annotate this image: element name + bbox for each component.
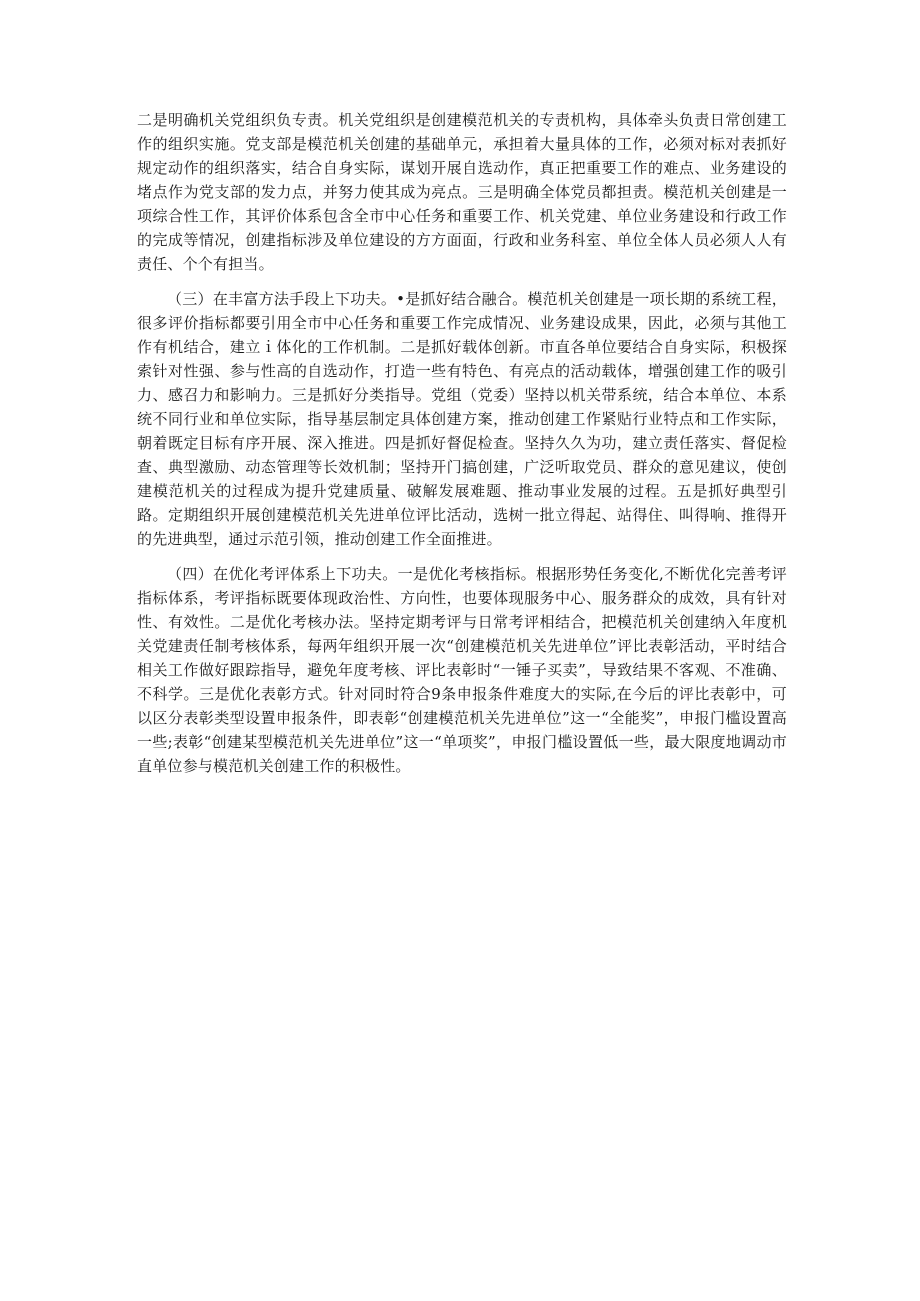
document-page: [137, 108, 787, 789]
paragraph-1: 二是明确机关党组织负专责。机关党组织是创建模范机关的专责机构，具体牵头负责日常创建工作的组织实施。党支部是模范机关创建的基础单元，承担着大量具体的工作，必须对标对表抓好规定动作的组织落实，结合自身实际，谋划开展自选动作，真正把重要工作的难点、业务建设的堵点作为党支部的发力点，并努力使其成为亮点。三是明确全体党员都担责。模范机关创建是一项综合性工作，其评价体系包含全市中心任务和重要工作、机关党建、单位业务建设和行政工作的完成等情况，创建指标涉及单位建设的方方面面，行政和业务科室、单位全体人员必须人人有责任、个个有担当。: [137, 111, 787, 273]
paragraph-3: （四）在优化考评体系上下功夫。一是优化考核指标。根据形势任务变化,不断优化完善考评指标体系，考评指标既要体现政治性、方向性，也要体现服务中心、服务群众的成效，具有针对性、有效性。二是优化考核办法。坚持定期考评与日常考评相结合，把模范机关创建纳入年度机关党建责任制考核体系，每两年组织开展一次“创建模范机关先进单位”评比表彰活动，平时结合相关工作做好跟踪指导，避免年度考核、评比表彰时“一锤子买卖”，导致结果不客观、不准确、不科学。三是优化表彰方式。针对同时符合9条申报条件难度大的实际,在今后的评比表彰中，可以区分表彰类型设置申报条件，即表彰“创建模范机关先进单位”这一“全能奖”，申报门槛设置高一些;表彰“创建某型模范机关先进单位”这一“单项奖”，申报门槛设置低一些，最大限度地调动市直单位参与模范机关创建工作的积极性。: [137, 565, 787, 775]
paragraph-2: （三）在丰富方法手段上下功夫。•是抓好结合融合。模范机关创建是一项长期的系统工程，很多评价指标都要引用全市中心任务和重要工作完成情况、业务建设成果，因此，必须与其他工作有机结合，建立ｉ体化的工作机制。二是抓好载体创新。市直各单位要结合自身实际，积极探索针对性强、参与性高的自选动作，打造一些有特色、有亮点的活动载体，增强创建工作的吸引力、感召力和影响力。三是抓好分类指导。党组（党委）坚持以机关带系统，结合本单位、本系统不同行业和单位实际，指导基层制定具体创建方案，推动创建工作紧贴行业特点和工作实际，朝着既定目标有序开展、深入推进。四是抓好督促检查。坚持久久为功，建立责任落实、督促检查、典型激励、动态管理等长效机制；坚持开门搞创建，广泛听取党员、群众的意见建议，使创建模范机关的过程成为提升党建质量、破解发展难题、推动事业发展的过程。五是抓好典型引路。定期组织开展创建模范机关先进单位评比活动，选树一批立得起、站得住、叫得响、推得开的先进典型，通过示范引领，推动创建工作全面推进。: [137, 290, 787, 548]
